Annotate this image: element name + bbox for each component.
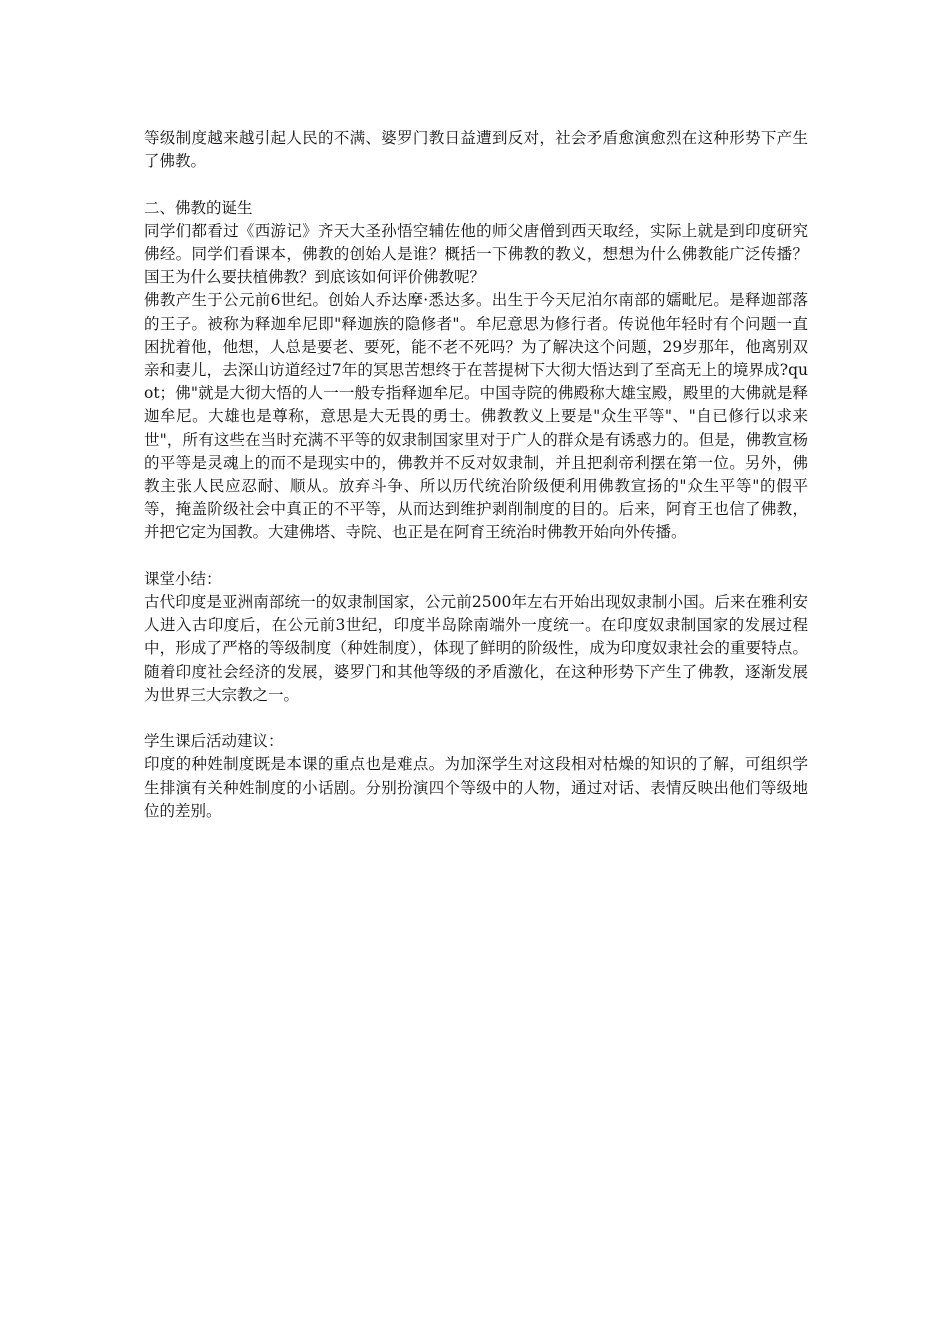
activity-heading: 学生课后活动建议： (144, 732, 284, 751)
section-heading-buddhism-birth: 二、佛教的诞生 (144, 198, 253, 217)
spacer (144, 173, 808, 196)
document-page (144, 127, 808, 823)
section-paragraph-questions: 同学们都看过《西游记》齐天大圣孙悟空辅佐他的师父唐僧到西天取经，实际上就是到印度研究佛经。同学们看课本，佛教的创始人是谁？概括一下佛教的教义，想想为什么佛教能广泛传播？国王为什么要扶植佛教？到底该如何评价佛教呢？ (144, 221, 808, 287)
summary-paragraph: 古代印度是亚洲南部统一的奴隶制国家，公元前2500年左右开始出现奴隶制小国。后来在雅利安人进入古印度后，在公元前3世纪，印度半岛除南端外一度统一。在印度奴隶制国家的发展过程中，形成了严格的等级制度（种姓制度），体现了鲜明的阶级性，成为印度奴隶社会的重要特点。随着印度社会经济的发展，婆罗门和其他等级的矛盾激化，在这种形势下产生了佛教，逐渐发展为世界三大宗教之一。 (144, 593, 808, 704)
intro-paragraph: 等级制度越来越引起人民的不满、婆罗门教日益遭到反对，社会矛盾愈演愈烈在这种形势下产生了佛教。 (144, 129, 808, 171)
summary-heading: 课堂小结： (144, 569, 222, 588)
activity-paragraph: 印度的种姓制度既是本课的重点也是难点。为加深学生对这段相对枯燥的知识的了解，可组织学生排演有关种姓制度的小话剧。分别扮演四个等级中的人物，通过对话、表情反映出他们等级地位的差别。 (144, 755, 808, 820)
section-paragraph-buddhism-origin: 佛教产生于公元前6世纪。创始人乔达摩·悉达多。出生于今天尼泊尔南部的嬬毗尼。是释迦部落的王子。被称为释迦牟尼即"释迦族的隐修者"。牟尼意思为修行者。传说他年轻时有个问题一直困扰着他，他想，人总是要老、要死，能不老不死吗？为了解决这个问题，29岁那年，他离别双亲和妻儿，去深山访道经过7年的冥思苦想终于在菩提树下大彻大悟达到了至高无上的境界成?quot；佛"就是大彻大悟的人一一般专指释迦牟尼。中国寺院的佛殿称大雄宝殿，殿里的大佛就是释迦牟尼。大雄也是尊称，意思是大无畏的勇士。佛教教义上要是"众生平等"、"自已修行以求来世"，所有这些在当时充满不平等的奴隶制国家里对于广人的群众是有诱惑力的。但是，佛教宣杨的平等是灵魂上的而不是现实中的，佛教并不反对奴隶制，并且把刹帝利摆在第一位。另外，佛教主张人民应忍耐、顺从。放弃斗争、所以历代统治阶级便利用佛教宣扬的"众生平等"的假平等，掩盖阶级社会中真正的不平等，从而达到维护剥削制度的目的。后来，阿育王也信了佛教，并把它定为国教。大建佛塔、寺院、也正是在阿育王统治时佛教开始向外传播。 (144, 291, 808, 542)
spacer (144, 707, 808, 730)
spacer (144, 545, 808, 568)
